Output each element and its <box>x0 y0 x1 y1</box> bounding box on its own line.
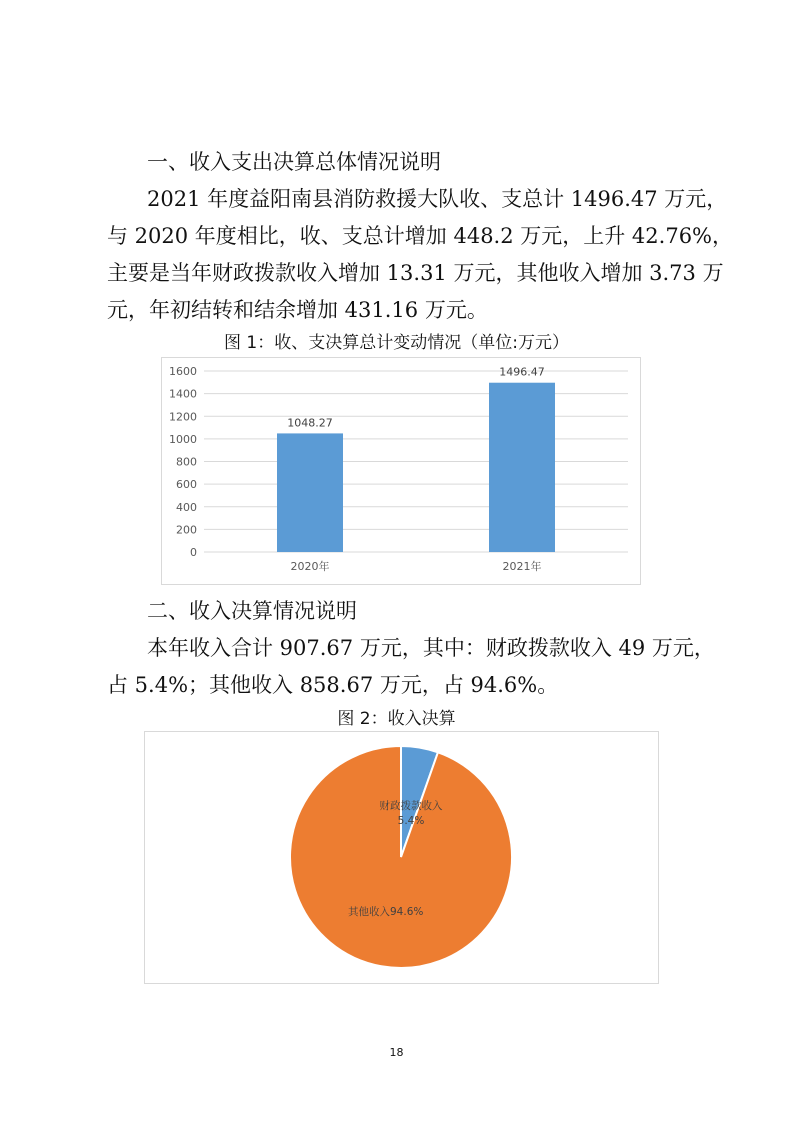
pie-slice-pct: 5.4% <box>397 815 425 827</box>
y-tick-label: 600 <box>176 478 197 492</box>
y-tick-label: 0 <box>190 546 197 559</box>
section1-line-4: 元，年初结转和结余增加 431.16 万元。 <box>107 298 488 322</box>
section1-line-3: 主要是当年财政拨款收入增加 13.31 万元，其他收入增加 3.73 万 <box>107 261 724 285</box>
pie-slice-label: 财政拨款收入 <box>379 800 443 812</box>
y-tick-label: 400 <box>176 500 197 514</box>
pie-slice <box>290 746 512 968</box>
section1-heading: 一、收入支出决算总体情况说明 <box>147 150 441 174</box>
pie-slice-pct: 94.6% <box>390 906 424 918</box>
x-category-label: 2021年 <box>502 560 542 573</box>
y-tick-label: 200 <box>176 523 197 537</box>
figure2-title: 图 2：收入决算 <box>337 709 456 729</box>
y-tick-label: 1200 <box>169 410 197 424</box>
bar-data-label: 1048.27 <box>287 416 333 430</box>
bar-data-label: 1496.47 <box>499 365 545 379</box>
pie-chart <box>145 732 658 983</box>
page-number: 18 <box>389 1046 404 1059</box>
section1-line-2: 与 2020 年度相比，收、支总计增加 448.2 万元，上升 42.76%， <box>107 224 734 248</box>
pie-chart-frame <box>144 731 659 984</box>
bar-chart-frame <box>161 357 641 585</box>
section2-heading: 二、收入决算情况说明 <box>147 599 357 623</box>
y-tick-label: 1000 <box>169 432 197 446</box>
bar <box>489 383 555 552</box>
x-category-label: 2020年 <box>290 560 330 573</box>
y-tick-label: 800 <box>176 455 197 469</box>
section2-line-1: 本年收入合计 907.67 万元，其中：财政拨款收入 49 万元， <box>147 636 715 660</box>
section1-line-1: 2021 年度益阳南县消防救援大队收、支总计 1496.47 万元， <box>147 187 728 211</box>
y-tick-label: 1600 <box>169 365 197 378</box>
bar-chart <box>162 358 640 584</box>
figure1-title: 图 1：收、支决算总计变动情况（单位:万元） <box>224 333 569 353</box>
section2-line-2: 占 5.4%；其他收入 858.67 万元，占 94.6%。 <box>107 673 559 697</box>
pie-slice-label: 其他收入 <box>348 906 390 918</box>
bar <box>277 433 343 552</box>
y-tick-label: 1400 <box>169 387 197 401</box>
